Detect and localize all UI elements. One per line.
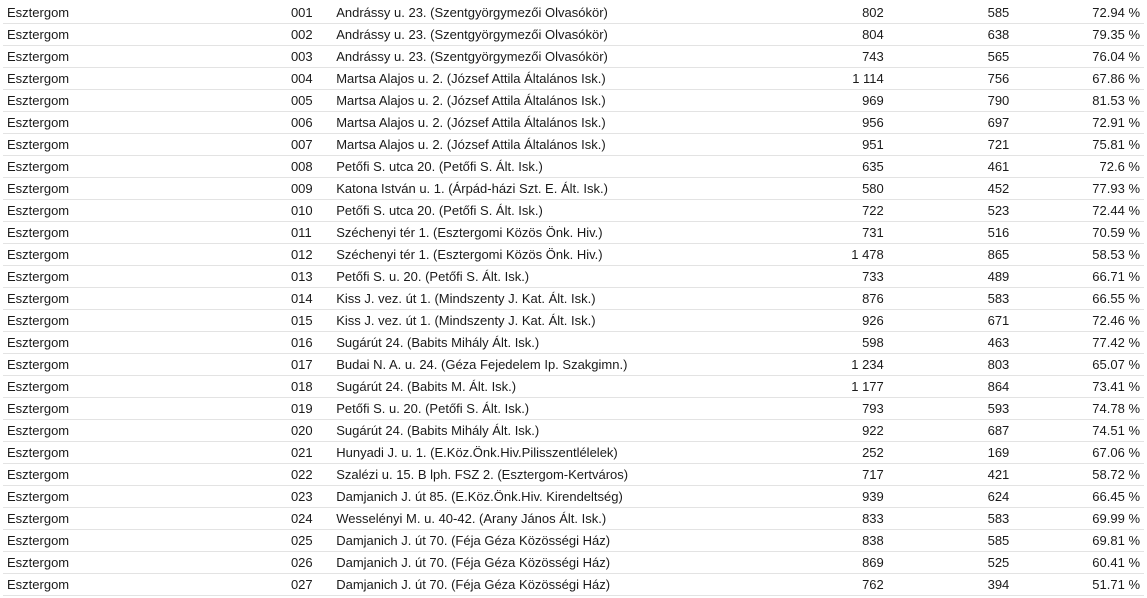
votes-cast-cell: 452 xyxy=(888,178,1014,200)
turnout-percent-cell: 60.41 % xyxy=(1013,552,1144,574)
station-number-cell: 003 xyxy=(287,46,332,68)
turnout-percent-cell: 79.35 % xyxy=(1013,24,1144,46)
station-number-cell: 009 xyxy=(287,178,332,200)
votes-cast-cell: 565 xyxy=(888,46,1014,68)
table-row xyxy=(3,200,1144,222)
station-number-cell: 020 xyxy=(287,420,332,442)
votes-cast-cell: 585 xyxy=(888,2,1014,24)
table-row xyxy=(3,442,1144,464)
table-row xyxy=(3,68,1144,90)
registered-voters-cell: 1 177 xyxy=(764,376,887,398)
city-cell: Esztergom xyxy=(3,90,287,112)
table-row xyxy=(3,310,1144,332)
city-cell: Esztergom xyxy=(3,156,287,178)
city-cell: Esztergom xyxy=(3,574,287,596)
registered-voters-cell: 951 xyxy=(764,134,887,156)
city-cell: Esztergom xyxy=(3,486,287,508)
votes-cast-cell: 525 xyxy=(888,552,1014,574)
turnout-percent-cell: 72.91 % xyxy=(1013,112,1144,134)
station-number-cell: 010 xyxy=(287,200,332,222)
station-number-cell: 008 xyxy=(287,156,332,178)
table-row xyxy=(3,332,1144,354)
address-cell: Szalézi u. 15. B lph. FSZ 2. (Esztergom-Kertváros) xyxy=(332,464,764,486)
table-row xyxy=(3,24,1144,46)
address-cell: Kiss J. vez. út 1. (Mindszenty J. Kat. Ált. Isk.) xyxy=(332,310,764,332)
address-cell: Kiss J. vez. út 1. (Mindszenty J. Kat. Ált. Isk.) xyxy=(332,288,764,310)
votes-cast-cell: 489 xyxy=(888,266,1014,288)
city-cell: Esztergom xyxy=(3,134,287,156)
table-row xyxy=(3,552,1144,574)
table-row xyxy=(3,486,1144,508)
votes-cast-cell: 864 xyxy=(888,376,1014,398)
address-cell: Martsa Alajos u. 2. (József Attila Általános Isk.) xyxy=(332,90,764,112)
registered-voters-cell: 733 xyxy=(764,266,887,288)
votes-cast-cell: 638 xyxy=(888,24,1014,46)
table-row xyxy=(3,156,1144,178)
city-cell: Esztergom xyxy=(3,288,287,310)
turnout-percent-cell: 72.46 % xyxy=(1013,310,1144,332)
address-cell: Andrássy u. 23. (Szentgyörgymezői Olvasókör) xyxy=(332,24,764,46)
votes-cast-cell: 461 xyxy=(888,156,1014,178)
station-number-cell: 002 xyxy=(287,24,332,46)
turnout-percent-cell: 74.51 % xyxy=(1013,420,1144,442)
turnout-percent-cell: 58.72 % xyxy=(1013,464,1144,486)
votes-cast-cell: 593 xyxy=(888,398,1014,420)
table-row xyxy=(3,112,1144,134)
city-cell: Esztergom xyxy=(3,112,287,134)
votes-cast-cell: 721 xyxy=(888,134,1014,156)
address-cell: Petőfi S. u. 20. (Petőfi S. Ált. Isk.) xyxy=(332,398,764,420)
address-cell: Martsa Alajos u. 2. (József Attila Általános Isk.) xyxy=(332,134,764,156)
table-row xyxy=(3,354,1144,376)
turnout-percent-cell: 58.53 % xyxy=(1013,244,1144,266)
table-row xyxy=(3,90,1144,112)
city-cell: Esztergom xyxy=(3,332,287,354)
station-number-cell: 017 xyxy=(287,354,332,376)
registered-voters-cell: 1 478 xyxy=(764,244,887,266)
address-cell: Damjanich J. út 70. (Féja Géza Közösségi Ház) xyxy=(332,530,764,552)
table-row xyxy=(3,244,1144,266)
registered-voters-cell: 804 xyxy=(764,24,887,46)
station-number-cell: 021 xyxy=(287,442,332,464)
station-number-cell: 004 xyxy=(287,68,332,90)
registered-voters-cell: 793 xyxy=(764,398,887,420)
votes-cast-cell: 790 xyxy=(888,90,1014,112)
turnout-percent-cell: 72.6 % xyxy=(1013,156,1144,178)
address-cell: Damjanich J. út 70. (Féja Géza Közösségi Ház) xyxy=(332,574,764,596)
city-cell: Esztergom xyxy=(3,530,287,552)
table-row xyxy=(3,508,1144,530)
polling-stations-table xyxy=(3,2,1144,596)
address-cell: Martsa Alajos u. 2. (József Attila Általános Isk.) xyxy=(332,112,764,134)
address-cell: Katona István u. 1. (Árpád-házi Szt. E. Ált. Isk.) xyxy=(332,178,764,200)
address-cell: Wesselényi M. u. 40-42. (Arany János Ált. Isk.) xyxy=(332,508,764,530)
turnout-percent-cell: 66.45 % xyxy=(1013,486,1144,508)
votes-cast-cell: 756 xyxy=(888,68,1014,90)
city-cell: Esztergom xyxy=(3,244,287,266)
registered-voters-cell: 743 xyxy=(764,46,887,68)
city-cell: Esztergom xyxy=(3,46,287,68)
turnout-percent-cell: 76.04 % xyxy=(1013,46,1144,68)
votes-cast-cell: 671 xyxy=(888,310,1014,332)
turnout-percent-cell: 77.93 % xyxy=(1013,178,1144,200)
turnout-percent-cell: 72.44 % xyxy=(1013,200,1144,222)
station-number-cell: 023 xyxy=(287,486,332,508)
station-number-cell: 025 xyxy=(287,530,332,552)
turnout-percent-cell: 74.78 % xyxy=(1013,398,1144,420)
registered-voters-cell: 939 xyxy=(764,486,887,508)
city-cell: Esztergom xyxy=(3,464,287,486)
city-cell: Esztergom xyxy=(3,398,287,420)
city-cell: Esztergom xyxy=(3,2,287,24)
station-number-cell: 027 xyxy=(287,574,332,596)
turnout-percent-cell: 67.06 % xyxy=(1013,442,1144,464)
turnout-percent-cell: 66.71 % xyxy=(1013,266,1144,288)
registered-voters-cell: 252 xyxy=(764,442,887,464)
station-number-cell: 015 xyxy=(287,310,332,332)
address-cell: Petőfi S. utca 20. (Petőfi S. Ált. Isk.) xyxy=(332,200,764,222)
registered-voters-cell: 635 xyxy=(764,156,887,178)
votes-cast-cell: 169 xyxy=(888,442,1014,464)
turnout-percent-cell: 77.42 % xyxy=(1013,332,1144,354)
station-number-cell: 006 xyxy=(287,112,332,134)
registered-voters-cell: 762 xyxy=(764,574,887,596)
city-cell: Esztergom xyxy=(3,310,287,332)
station-number-cell: 005 xyxy=(287,90,332,112)
address-cell: Petőfi S. utca 20. (Petőfi S. Ált. Isk.) xyxy=(332,156,764,178)
address-cell: Damjanich J. út 85. (E.Köz.Önk.Hiv. Kirendeltség) xyxy=(332,486,764,508)
city-cell: Esztergom xyxy=(3,376,287,398)
address-cell: Sugárút 24. (Babits Mihály Ált. Isk.) xyxy=(332,420,764,442)
registered-voters-cell: 722 xyxy=(764,200,887,222)
station-number-cell: 013 xyxy=(287,266,332,288)
registered-voters-cell: 926 xyxy=(764,310,887,332)
turnout-percent-cell: 81.53 % xyxy=(1013,90,1144,112)
station-number-cell: 007 xyxy=(287,134,332,156)
votes-cast-cell: 463 xyxy=(888,332,1014,354)
turnout-percent-cell: 67.86 % xyxy=(1013,68,1144,90)
city-cell: Esztergom xyxy=(3,200,287,222)
city-cell: Esztergom xyxy=(3,222,287,244)
station-number-cell: 018 xyxy=(287,376,332,398)
city-cell: Esztergom xyxy=(3,178,287,200)
table-row xyxy=(3,464,1144,486)
votes-cast-cell: 697 xyxy=(888,112,1014,134)
address-cell: Andrássy u. 23. (Szentgyörgymezői Olvasókör) xyxy=(332,46,764,68)
votes-cast-cell: 583 xyxy=(888,288,1014,310)
city-cell: Esztergom xyxy=(3,508,287,530)
table-row xyxy=(3,178,1144,200)
votes-cast-cell: 865 xyxy=(888,244,1014,266)
city-cell: Esztergom xyxy=(3,24,287,46)
city-cell: Esztergom xyxy=(3,266,287,288)
registered-voters-cell: 580 xyxy=(764,178,887,200)
registered-voters-cell: 598 xyxy=(764,332,887,354)
table-row xyxy=(3,530,1144,552)
city-cell: Esztergom xyxy=(3,442,287,464)
turnout-percent-cell: 66.55 % xyxy=(1013,288,1144,310)
address-cell: Széchenyi tér 1. (Esztergomi Közös Önk. Hiv.) xyxy=(332,244,764,266)
registered-voters-cell: 969 xyxy=(764,90,887,112)
turnout-percent-cell: 69.81 % xyxy=(1013,530,1144,552)
station-number-cell: 024 xyxy=(287,508,332,530)
address-cell: Martsa Alajos u. 2. (József Attila Általános Isk.) xyxy=(332,68,764,90)
table-row xyxy=(3,574,1144,596)
table-row xyxy=(3,288,1144,310)
station-number-cell: 011 xyxy=(287,222,332,244)
turnout-percent-cell: 65.07 % xyxy=(1013,354,1144,376)
address-cell: Széchenyi tér 1. (Esztergomi Közös Önk. Hiv.) xyxy=(332,222,764,244)
station-number-cell: 001 xyxy=(287,2,332,24)
address-cell: Andrássy u. 23. (Szentgyörgymezői Olvasókör) xyxy=(332,2,764,24)
station-number-cell: 016 xyxy=(287,332,332,354)
registered-voters-cell: 802 xyxy=(764,2,887,24)
votes-cast-cell: 803 xyxy=(888,354,1014,376)
turnout-percent-cell: 73.41 % xyxy=(1013,376,1144,398)
registered-voters-cell: 1 114 xyxy=(764,68,887,90)
table-row xyxy=(3,376,1144,398)
table-row xyxy=(3,2,1144,24)
registered-voters-cell: 956 xyxy=(764,112,887,134)
votes-cast-cell: 687 xyxy=(888,420,1014,442)
city-cell: Esztergom xyxy=(3,68,287,90)
address-cell: Budai N. A. u. 24. (Géza Fejedelem Ip. Szakgimn.) xyxy=(332,354,764,376)
address-cell: Sugárút 24. (Babits Mihály Ált. Isk.) xyxy=(332,332,764,354)
address-cell: Damjanich J. út 70. (Féja Géza Közösségi Ház) xyxy=(332,552,764,574)
table-row xyxy=(3,222,1144,244)
votes-cast-cell: 583 xyxy=(888,508,1014,530)
votes-cast-cell: 421 xyxy=(888,464,1014,486)
station-number-cell: 026 xyxy=(287,552,332,574)
table-row xyxy=(3,420,1144,442)
registered-voters-cell: 717 xyxy=(764,464,887,486)
votes-cast-cell: 585 xyxy=(888,530,1014,552)
registered-voters-cell: 838 xyxy=(764,530,887,552)
city-cell: Esztergom xyxy=(3,552,287,574)
city-cell: Esztergom xyxy=(3,420,287,442)
votes-cast-cell: 523 xyxy=(888,200,1014,222)
registered-voters-cell: 869 xyxy=(764,552,887,574)
address-cell: Sugárút 24. (Babits M. Ált. Isk.) xyxy=(332,376,764,398)
table-row xyxy=(3,398,1144,420)
registered-voters-cell: 876 xyxy=(764,288,887,310)
votes-cast-cell: 516 xyxy=(888,222,1014,244)
votes-cast-cell: 394 xyxy=(888,574,1014,596)
votes-cast-cell: 624 xyxy=(888,486,1014,508)
registered-voters-cell: 1 234 xyxy=(764,354,887,376)
address-cell: Petőfi S. u. 20. (Petőfi S. Ált. Isk.) xyxy=(332,266,764,288)
turnout-percent-cell: 72.94 % xyxy=(1013,2,1144,24)
registered-voters-cell: 731 xyxy=(764,222,887,244)
station-number-cell: 014 xyxy=(287,288,332,310)
station-number-cell: 019 xyxy=(287,398,332,420)
city-cell: Esztergom xyxy=(3,354,287,376)
turnout-percent-cell: 70.59 % xyxy=(1013,222,1144,244)
address-cell: Hunyadi J. u. 1. (E.Köz.Önk.Hiv.Pilisszentlélelek) xyxy=(332,442,764,464)
registered-voters-cell: 922 xyxy=(764,420,887,442)
table-row xyxy=(3,266,1144,288)
turnout-percent-cell: 69.99 % xyxy=(1013,508,1144,530)
station-number-cell: 022 xyxy=(287,464,332,486)
turnout-percent-cell: 51.71 % xyxy=(1013,574,1144,596)
registered-voters-cell: 833 xyxy=(764,508,887,530)
station-number-cell: 012 xyxy=(287,244,332,266)
turnout-percent-cell: 75.81 % xyxy=(1013,134,1144,156)
table-body xyxy=(3,2,1144,596)
table-row xyxy=(3,46,1144,68)
table-row xyxy=(3,134,1144,156)
